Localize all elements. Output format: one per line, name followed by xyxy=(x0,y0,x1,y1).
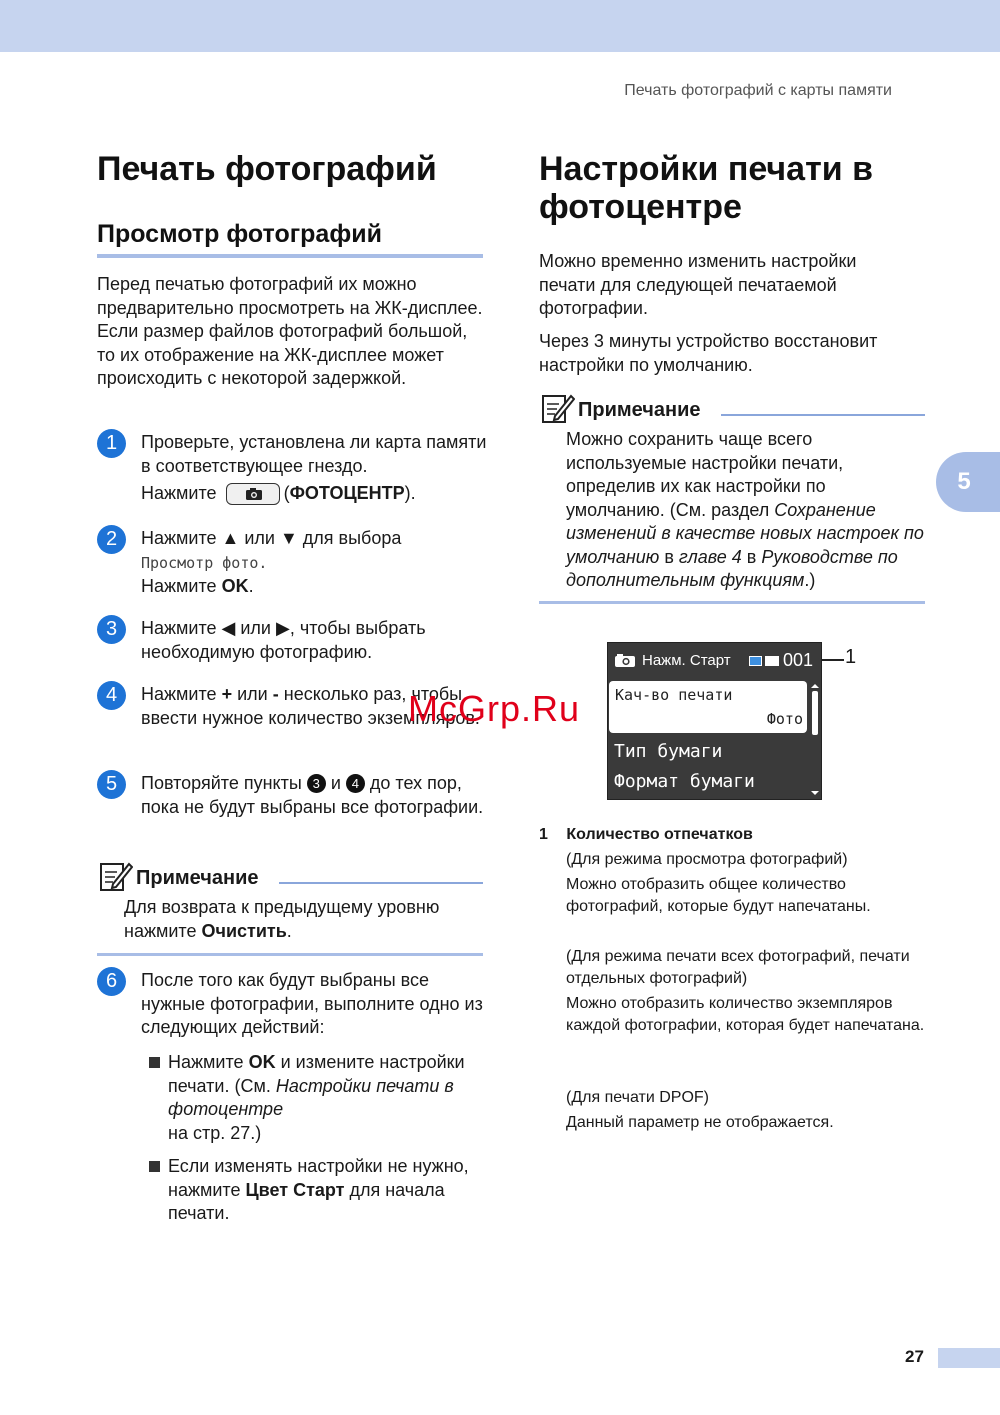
note-text xyxy=(566,428,928,593)
cross-reference: Настройки печати в фотоцентре xyxy=(168,1075,454,1119)
lcd-item-value: Фото xyxy=(766,710,803,728)
step-text: Проверьте, установлена ли карта памяти в соответствующее гнездо. xyxy=(141,432,487,476)
step-text-mid: или xyxy=(237,684,268,704)
intro-paragraph: Перед печатью фотографий их можно предварительно просмотреть на ЖК-дисплее. Если размер файлов фотографий большой, то их отображение на ЖК-дисплее может происходить с некоторой задержкой. xyxy=(97,274,483,388)
legend-number: 1 xyxy=(539,826,548,843)
right-title-line: Настройки печати в xyxy=(539,150,873,188)
ok-key: OK xyxy=(248,1052,276,1072)
right-paragraph-1: Можно временно изменить настройки печати для следующей печатаемой фотографии. xyxy=(539,251,857,318)
step-text: Нажмите ◀ или ▶, чтобы выбрать необходимую фотографию. xyxy=(141,618,426,662)
step-text-post: до тех пор, пока не будут выбраны все фотографии. xyxy=(141,773,484,817)
step-ref-badge: 4 xyxy=(346,774,365,793)
plus-key: + xyxy=(221,684,233,704)
bullet-text: Если изменять настройки не нужно, нажмите xyxy=(168,1156,469,1200)
step-text-pre: Нажмите xyxy=(141,684,217,704)
legend-desc-1: Можно отобразить общее количество фотографий, которые будут напечатаны. xyxy=(566,876,871,915)
legend-mode-3: (Для печати DPOF) xyxy=(566,1089,710,1106)
lcd-callout-number: 1 xyxy=(845,646,857,668)
ok-key: OK xyxy=(221,576,249,596)
lcd-callout-line xyxy=(822,659,844,661)
legend-desc-3: Данный параметр не отображается. xyxy=(566,1114,834,1131)
cross-reference: Руководстве по дополнительным функциям xyxy=(566,546,898,590)
right-title-line: фотоцентре xyxy=(539,188,742,226)
bullet-text: и измените настройки печати. (См. xyxy=(168,1052,465,1096)
step-badge: 1 xyxy=(97,429,126,458)
lcd-menu-item[interactable]: Тип бумаги xyxy=(614,741,723,762)
step-badge: 4 xyxy=(97,681,126,710)
legend-mode-2: (Для режима печати всех фотографий, печати отдельных фотографий) xyxy=(566,948,910,987)
section-rule xyxy=(97,254,483,258)
bullet-square xyxy=(149,1057,160,1068)
lcd-scrollbar[interactable] xyxy=(810,683,820,797)
lcd-status-bar xyxy=(608,643,821,679)
key-label: ФОТОЦЕНТР xyxy=(289,483,405,503)
lcd-scroll-thumb xyxy=(812,691,818,735)
bullet-text: на стр. 27.) xyxy=(168,1122,262,1143)
paper-indicator-icon xyxy=(765,656,779,666)
step-badge: 5 xyxy=(97,770,126,799)
note-icon xyxy=(99,860,133,892)
watermark: McGrp.Ru xyxy=(408,688,581,729)
minus-key: - xyxy=(272,684,279,704)
photo-center-key xyxy=(226,483,280,505)
scroll-up-icon xyxy=(810,683,820,689)
step-text-post: несколько раз, чтобы ввести нужное количество экземпляров. xyxy=(141,684,480,728)
bullet-item xyxy=(149,1155,489,1226)
ink-indicator-icon xyxy=(749,656,762,666)
note-heading-rule xyxy=(721,414,925,416)
step-badge: 3 xyxy=(97,615,126,644)
camera-icon xyxy=(245,487,263,501)
right-paragraph-2: Через 3 минуты устройство восстановит настройки по умолчанию. xyxy=(539,331,878,375)
section-title: Просмотр фотографий xyxy=(97,220,382,248)
note-heading: Примечание xyxy=(578,399,701,421)
legend-heading: Количество отпечатков xyxy=(566,826,753,843)
color-start-key: Цвет Старт xyxy=(245,1179,345,1200)
note-text-pre: Для возврата к предыдущему уровню нажмите xyxy=(124,897,440,941)
note-text-part: Можно сохранить чаще всего используемые настройки печати, определив их как настройки по умолчанию. (См. раздел xyxy=(566,429,844,520)
camera-icon xyxy=(614,653,636,668)
note-icon xyxy=(541,392,575,424)
lcd-menu-item[interactable]: Формат бумаги xyxy=(614,771,755,792)
bullet-square xyxy=(149,1161,160,1172)
lcd-item-label: Кач-во печати xyxy=(615,686,733,704)
running-header: Печать фотографий с карты памяти xyxy=(624,82,892,99)
legend-mode-1: (Для режима просмотра фотографий) xyxy=(566,851,848,868)
bullet-item xyxy=(149,1051,489,1145)
menu-item-name: Просмотр фото. xyxy=(141,553,268,572)
note-bottom-rule xyxy=(97,953,483,956)
step-ref-badge: 3 xyxy=(307,774,326,793)
note-bottom-rule xyxy=(539,601,925,604)
bullet-text: Нажмите xyxy=(168,1052,244,1072)
lcd-status-text: Нажм. Старт xyxy=(642,652,731,669)
note-heading-rule xyxy=(279,882,483,884)
page-title: Печать фотографий xyxy=(97,150,437,188)
legend-desc-2: Можно отобразить количество экземпляров каждой фотографии, которая будет напечатана. xyxy=(566,995,925,1034)
step-text: После того как будут выбраны все нужные фотографии, выполните одно из следующих действий: xyxy=(141,970,483,1037)
page-number: 27 xyxy=(905,1347,924,1366)
note-heading: Примечание xyxy=(136,867,259,889)
right-title xyxy=(539,150,873,226)
scroll-down-icon xyxy=(810,790,820,796)
step-text: Нажмите ▲ или ▼ для выбора xyxy=(141,528,402,548)
cross-reference: Сохранение изменений в качестве новых настроек по умолчанию xyxy=(566,499,924,567)
step-badge: 6 xyxy=(97,967,126,996)
lcd-screen xyxy=(607,642,822,800)
chapter-tab: 5 xyxy=(936,452,1000,512)
note-text: Для возврата к предыдущему уровню нажмите Очистить. xyxy=(124,897,440,941)
step-badge: 2 xyxy=(97,525,126,554)
note-text-part: в xyxy=(664,546,674,567)
note-text-part: в xyxy=(746,546,757,567)
legend-title xyxy=(539,824,939,846)
step-text-and: и xyxy=(330,773,341,793)
cross-reference: главе 4 xyxy=(678,546,742,567)
page-tab xyxy=(938,1348,1000,1368)
clear-key: Очистить xyxy=(201,920,287,941)
step-press-text: Нажмите xyxy=(141,483,217,503)
step-text-pre: Повторяйте пункты xyxy=(141,773,302,793)
lcd-selected-item[interactable] xyxy=(609,681,807,733)
step-press-text: Нажмите xyxy=(141,576,217,596)
lcd-copy-count: 001 xyxy=(783,650,814,670)
top-band xyxy=(0,0,1000,52)
note-text-part: .) xyxy=(804,570,816,590)
bullet-text: для начала печати. xyxy=(168,1179,445,1223)
